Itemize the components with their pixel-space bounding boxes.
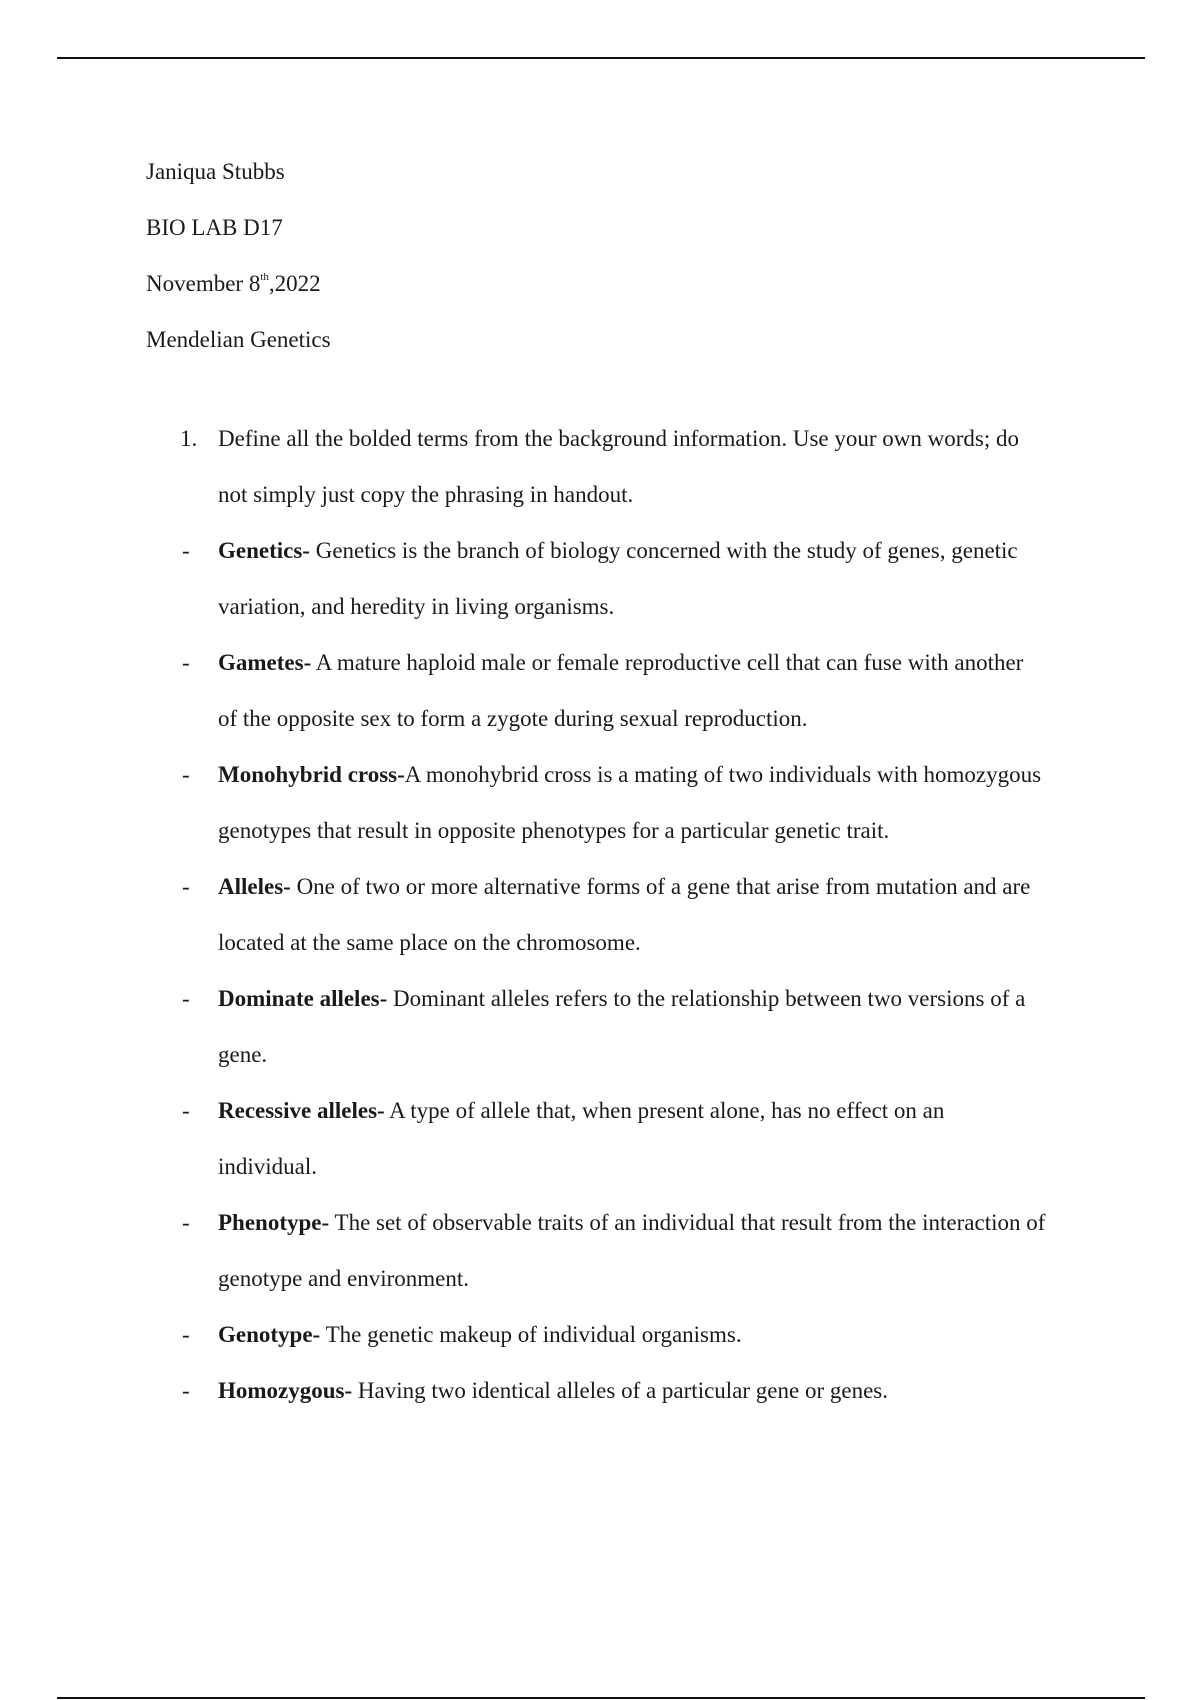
definition-body: One of two or more alternative forms of a gene that arise from mutation and are <box>296 874 1031 899</box>
definition-item <box>180 1363 1110 1419</box>
document-date <box>146 256 331 312</box>
bullet-dash: - <box>182 762 190 787</box>
bullet-dash: - <box>182 1098 190 1123</box>
definition-term: Dominate alleles- <box>218 986 388 1011</box>
definition-line <box>218 1195 1110 1251</box>
definition-line <box>218 747 1110 803</box>
definition-list <box>180 523 1110 1419</box>
definition-text <box>218 523 1110 635</box>
question-line: not simply just copy the phrasing in handout. <box>218 482 634 507</box>
definition-term: Alleles- <box>218 874 291 899</box>
definition-line <box>218 1363 1110 1419</box>
bullet-dash: - <box>182 650 190 675</box>
definition-body: Dominant alleles refers to the relationship between two versions of a <box>393 986 1026 1011</box>
definition-line <box>218 803 1110 859</box>
definition-term: Genotype- <box>218 1322 321 1347</box>
definition-body: The genetic makeup of individual organisms. <box>325 1322 742 1347</box>
definition-term: Homozygous- <box>218 1378 353 1403</box>
date-suffix: th <box>260 271 269 283</box>
bottom-rule <box>57 1697 1145 1699</box>
definition-line <box>218 859 1110 915</box>
question-line: Define all the bolded terms from the background information. Use your own words; do <box>218 426 1019 451</box>
question-text <box>218 411 1110 523</box>
definition-body: The set of observable traits of an individual that result from the interaction of <box>334 1210 1046 1235</box>
question-number: 1. <box>180 426 198 451</box>
document-title: Mendelian Genetics <box>146 327 331 352</box>
definition-line <box>218 1027 1110 1083</box>
definition-term: Monohybrid cross- <box>218 762 405 787</box>
definition-text <box>218 971 1110 1083</box>
bullet-dash: - <box>182 1378 190 1403</box>
definition-body: located at the same place on the chromosome. <box>218 930 641 955</box>
author-name: Janiqua Stubbs <box>146 159 285 184</box>
definition-text <box>218 1363 1110 1419</box>
bullet-dash: - <box>182 1210 190 1235</box>
definition-text <box>218 747 1110 859</box>
definition-body: A mature haploid male or female reproductive cell that can fuse with another <box>315 650 1024 675</box>
bullet-dash: - <box>182 538 190 563</box>
definition-item <box>180 859 1110 971</box>
definition-line <box>218 635 1110 691</box>
definition-term: Genetics- <box>218 538 310 563</box>
definition-line <box>218 523 1110 579</box>
definition-item <box>180 1307 1110 1363</box>
bullet-dash: - <box>182 986 190 1011</box>
definition-line <box>218 1083 1110 1139</box>
definition-line <box>218 1251 1110 1307</box>
definition-body: genotypes that result in opposite phenotypes for a particular genetic trait. <box>218 818 890 843</box>
bullet-dash: - <box>182 874 190 899</box>
course-code: BIO LAB D17 <box>146 215 283 240</box>
document-header <box>146 144 331 368</box>
definition-body: A monohybrid cross is a mating of two individuals with homozygous <box>404 762 1042 787</box>
date-month-day: November 8 <box>146 271 261 296</box>
definition-line <box>218 971 1110 1027</box>
definition-text <box>218 859 1110 971</box>
definition-body: gene. <box>218 1042 268 1067</box>
definition-item <box>180 523 1110 635</box>
bullet-dash: - <box>182 1322 190 1347</box>
definition-term: Gametes- <box>218 650 312 675</box>
definition-item <box>180 747 1110 859</box>
definition-line <box>218 579 1110 635</box>
definition-term: Recessive alleles- <box>218 1098 385 1123</box>
document-body <box>180 411 1110 1419</box>
definition-body: A type of allele that, when present alone, has no effect on an <box>389 1098 945 1123</box>
definition-line <box>218 1139 1110 1195</box>
question-item <box>180 411 1110 523</box>
date-year: ,2022 <box>268 271 321 296</box>
definition-body: Genetics is the branch of biology concerned with the study of genes, genetic <box>315 538 1018 563</box>
definition-text <box>218 1307 1110 1363</box>
definition-text <box>218 635 1110 747</box>
definition-text <box>218 1083 1110 1195</box>
definition-body: Having two identical alleles of a particular gene or genes. <box>357 1378 888 1403</box>
definition-item <box>180 971 1110 1083</box>
definition-text <box>218 1195 1110 1307</box>
definition-item <box>180 1195 1110 1307</box>
definition-line <box>218 915 1110 971</box>
definition-body: individual. <box>218 1154 318 1179</box>
definition-line <box>218 1307 1110 1363</box>
definition-line <box>218 691 1110 747</box>
definition-item <box>180 1083 1110 1195</box>
definition-body: variation, and heredity in living organisms. <box>218 594 615 619</box>
definition-item <box>180 635 1110 747</box>
top-rule <box>57 57 1145 59</box>
definition-body: of the opposite sex to form a zygote during sexual reproduction. <box>218 706 808 731</box>
definition-body: genotype and environment. <box>218 1266 470 1291</box>
definition-term: Phenotype- <box>218 1210 330 1235</box>
